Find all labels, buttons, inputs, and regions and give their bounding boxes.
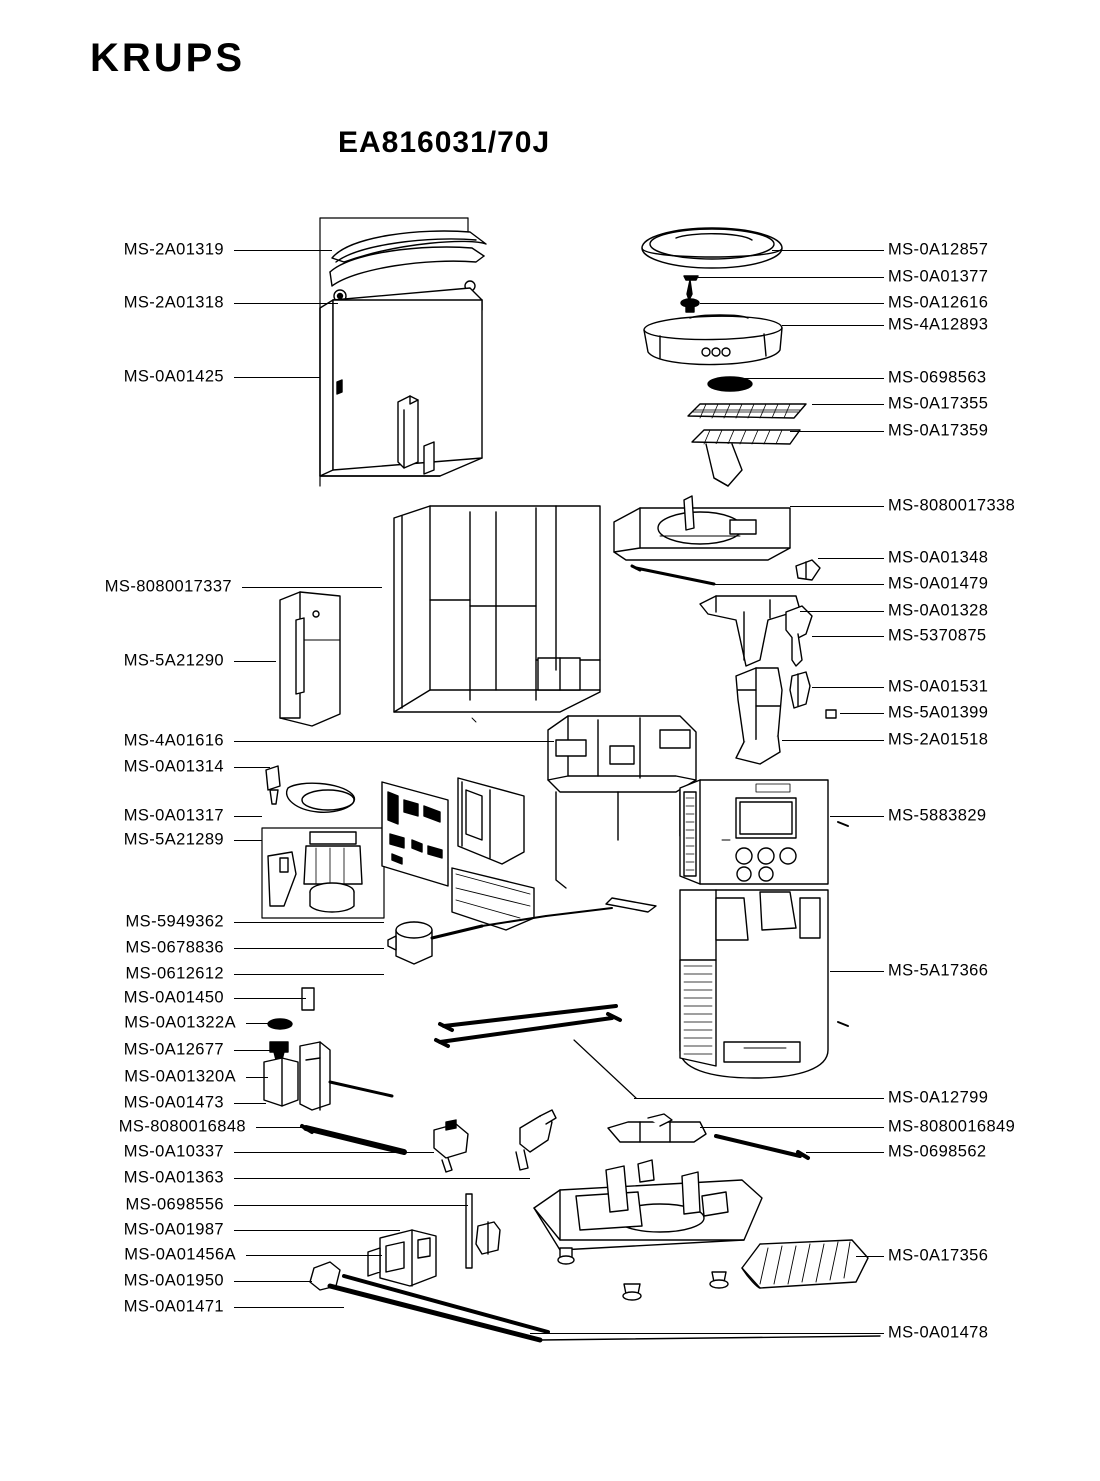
part-number-label: MS-0698562 [888, 1142, 987, 1161]
part-number-label: MS-0A01377 [888, 267, 989, 286]
part-number-label: MS-5370875 [888, 626, 987, 645]
part-number-label: MS-0A01363 [123, 1168, 224, 1187]
leader-line [246, 1077, 268, 1078]
leader-line [234, 377, 320, 378]
leader-line [234, 948, 384, 949]
part-number-label: MS-0A01456A [124, 1245, 236, 1264]
part-number-label: MS-0A01473 [123, 1093, 224, 1112]
part-number-label: MS-0A10337 [123, 1142, 224, 1161]
leader-line [772, 250, 884, 251]
part-number-label: MS-8080016848 [118, 1117, 246, 1136]
leader-line [246, 1023, 270, 1024]
part-number-label: MS-5949362 [125, 912, 224, 931]
leader-line [790, 431, 884, 432]
model-number-title: EA816031/70J [338, 126, 551, 159]
leader-line [234, 998, 306, 999]
leader-line [234, 840, 262, 841]
part-number-label: MS-0A01478 [888, 1323, 989, 1342]
part-number-label: MS-8080016849 [888, 1117, 1016, 1136]
leader-line [714, 584, 884, 585]
part-number-label: MS-0A12677 [123, 1040, 224, 1059]
part-number-label: MS-0A01425 [123, 367, 224, 386]
part-number-label: MS-5A21289 [123, 830, 224, 849]
leader-line [256, 1127, 312, 1128]
leader-line [800, 611, 884, 612]
part-number-label: MS-0A12799 [888, 1088, 989, 1107]
leader-line [234, 1281, 312, 1282]
leader-line [790, 506, 884, 507]
leader-line [234, 1152, 434, 1153]
leader-line [806, 1152, 884, 1153]
leader-line [234, 922, 384, 923]
part-number-label: MS-5A21290 [123, 651, 224, 670]
part-number-label: MS-5A17366 [888, 961, 989, 980]
leader-line [234, 767, 270, 768]
part-number-label: MS-0A01531 [888, 677, 989, 696]
leader-line [700, 303, 884, 304]
part-number-label: MS-0A01471 [123, 1297, 224, 1316]
part-number-label: MS-0698556 [125, 1195, 224, 1214]
leader-line [698, 277, 884, 278]
part-number-label: MS-0A01348 [888, 548, 989, 567]
leader-line [812, 636, 884, 637]
part-number-label: MS-0A01950 [123, 1271, 224, 1290]
leader-line [234, 1103, 266, 1104]
leader-line [840, 713, 884, 714]
leader-line [830, 971, 884, 972]
leader-line [234, 250, 332, 251]
part-number-label: MS-0A17359 [888, 421, 989, 440]
part-number-label: MS-0A01479 [888, 574, 989, 593]
part-number-label: MS-2A01319 [123, 240, 224, 259]
leader-line [234, 303, 338, 304]
part-number-label: MS-0A01322A [124, 1013, 236, 1032]
part-number-label: MS-2A01518 [888, 730, 989, 749]
part-number-label: MS-0678836 [125, 938, 224, 957]
part-number-label: MS-0A01317 [123, 806, 224, 825]
part-number-label: MS-0612612 [125, 964, 224, 983]
part-number-label: MS-8080017337 [104, 577, 232, 596]
part-number-label: MS-0A17356 [888, 1246, 989, 1265]
leader-line [234, 1050, 274, 1051]
leader-line [812, 404, 884, 405]
leader-line [234, 661, 276, 662]
leader-line [812, 687, 884, 688]
leader-line [830, 816, 884, 817]
leader-line [700, 1127, 884, 1128]
leader-line [234, 1205, 468, 1206]
part-number-label: MS-0A17355 [888, 394, 989, 413]
part-number-label: MS-0A01314 [123, 757, 224, 776]
leader-line [234, 1230, 400, 1231]
leader-line [530, 1333, 884, 1334]
leader-line [782, 325, 884, 326]
leader-line [234, 974, 384, 975]
leader-line [234, 816, 262, 817]
part-number-label: MS-4A12893 [888, 315, 989, 334]
leader-line [740, 378, 884, 379]
part-number-label: MS-0A01328 [888, 601, 989, 620]
part-number-label: MS-0698563 [888, 368, 987, 387]
leader-line [782, 740, 884, 741]
leader-line [234, 1178, 530, 1179]
part-number-label: MS-0A01320A [124, 1067, 236, 1086]
part-number-label: MS-0A12857 [888, 240, 989, 259]
leader-line [234, 741, 554, 742]
leader-line [246, 1255, 382, 1256]
part-number-label: MS-2A01318 [123, 293, 224, 312]
brand-logo: KRUPS [90, 36, 246, 80]
part-number-label: MS-0A01450 [123, 988, 224, 1007]
part-number-label: MS-5A01399 [888, 703, 989, 722]
leader-line [242, 587, 382, 588]
leader-line [856, 1256, 884, 1257]
leader-line [818, 558, 884, 559]
part-number-label: MS-5883829 [888, 806, 987, 825]
part-number-label: MS-0A12616 [888, 293, 989, 312]
leader-line [234, 1307, 344, 1308]
part-number-label: MS-4A01616 [123, 731, 224, 750]
part-number-label: MS-8080017338 [888, 496, 1016, 515]
part-number-label: MS-0A01987 [123, 1220, 224, 1239]
leader-line [634, 1098, 884, 1099]
